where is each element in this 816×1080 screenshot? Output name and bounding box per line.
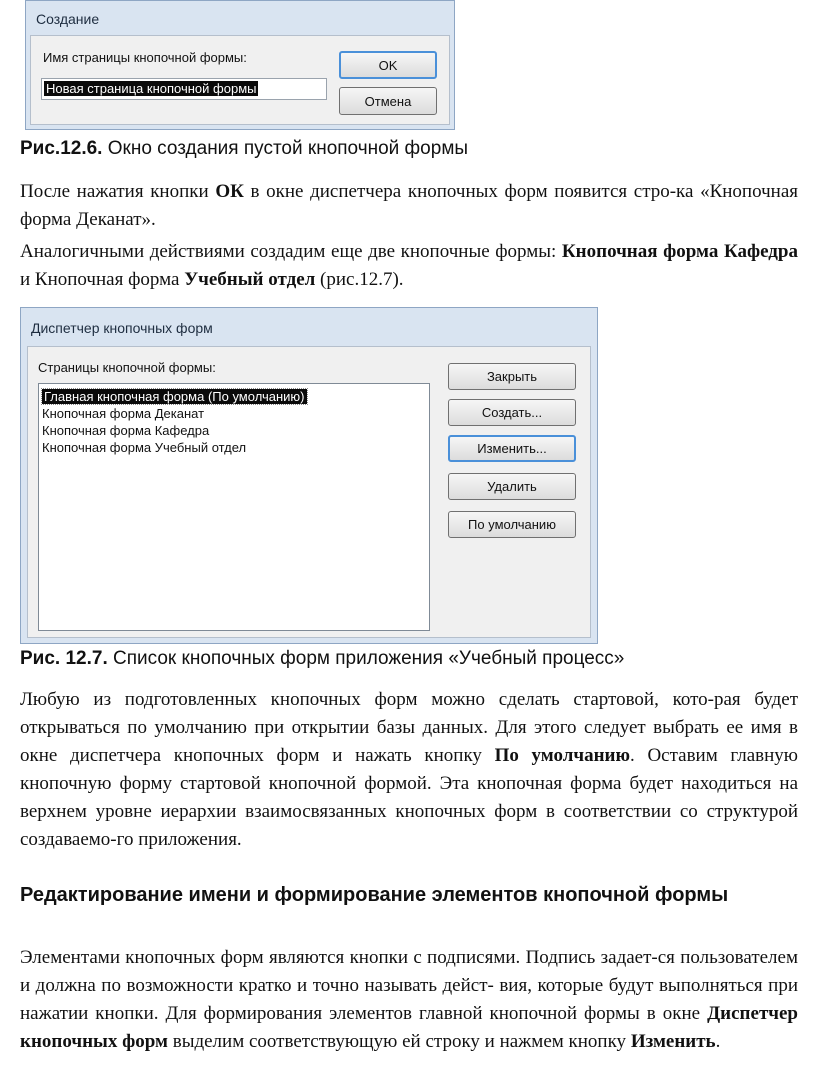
create-dialog [25, 0, 455, 130]
figure-caption-12-7 [20, 648, 624, 670]
switchboard-manager-body [27, 346, 591, 638]
text: Аналогичными действиями создадим еще две кнопочные формы: [20, 241, 562, 262]
list-item-label: Кнопочная форма Деканат [42, 406, 205, 421]
switchboard-manager-title: Диспетчер кнопочных форм [31, 320, 213, 336]
list-item[interactable] [39, 439, 429, 456]
bold-text: Диспетчер кнопочных форм [20, 1003, 798, 1052]
text: . Оставим главную кнопочную форму стартовой кнопочной формой. Эта кнопочная форма будет находиться на верхнем уровне иерархии взаимосвязанных кнопочных форм в соответствии со структурой создаваемо-го приложения. [20, 745, 798, 850]
page-name-label: Имя страницы кнопочной формы: [43, 50, 247, 65]
list-item[interactable] [39, 388, 429, 405]
page-name-input-value: Новая страница кнопочной формы [46, 81, 257, 96]
paragraph-4 [20, 944, 798, 1056]
bold-text: Учебный отдел [184, 269, 316, 290]
caption-number: Рис.12.6. [20, 138, 103, 159]
ok-button[interactable]: OK [339, 51, 437, 79]
switchboard-manager-dialog [20, 307, 598, 644]
delete-button[interactable]: Удалить [448, 473, 576, 500]
set-default-button[interactable]: По умолчанию [448, 511, 576, 538]
list-item-label: Кнопочная форма Кафедра [42, 423, 210, 438]
paragraph-1 [20, 178, 798, 234]
list-item[interactable] [39, 422, 429, 439]
bold-text: Изменить [630, 1031, 716, 1052]
close-button[interactable]: Закрыть [448, 363, 576, 390]
paragraph-3 [20, 686, 798, 854]
create-button[interactable]: Создать... [448, 399, 576, 426]
text: Элементами кнопочных форм являются кнопки с подписями. Подпись задает-ся пользователем и должна по возможности кратко и точно называть дейст- вия, которые будут выполняться при нажатии кнопки. Для формирования элементов главной кнопочной формы в окне [20, 947, 798, 1024]
text: После нажатия кнопки [20, 181, 216, 202]
text: выделим соответствующую ей строку и нажмем кнопку [167, 1031, 631, 1052]
text: (рис.12.7). [315, 269, 404, 290]
caption-text: Окно создания пустой кнопочной формы [102, 138, 469, 159]
bold-text: ОК [215, 181, 244, 202]
bold-text: По умолчанию [494, 745, 631, 766]
pages-label: Страницы кнопочной формы: [38, 360, 216, 375]
list-item-label: Главная кнопочная форма (По умолчанию) [44, 389, 305, 404]
text: в окне диспетчера кнопочных форм появится стро-ка «Кнопочная форма Деканат». [20, 181, 798, 230]
text: Любую из подготовленных кнопочных форм можно сделать стартовой, кото-рая будет открываться по умолчанию при открытии базы данных. Для этого следует выбрать ее имя в окне диспетчера кнопочных форм и нажать кнопку [20, 689, 798, 766]
paragraph-2 [20, 238, 798, 294]
edit-button[interactable]: Изменить... [448, 435, 576, 462]
text: и Кнопочная форма [20, 269, 185, 290]
cancel-button[interactable]: Отмена [339, 87, 437, 115]
text: . [715, 1031, 721, 1052]
list-item-label: Кнопочная форма Учебный отдел [42, 440, 247, 455]
pages-listbox[interactable] [38, 383, 430, 631]
create-dialog-title: Создание [36, 11, 100, 27]
section-heading: Редактирование имени и формирование элементов кнопочной формы [20, 884, 729, 906]
caption-text: Список кнопочных форм приложения «Учебный процесс» [107, 648, 625, 669]
bold-text: Кнопочная форма Кафедра [561, 241, 798, 262]
caption-number: Рис. 12.7. [20, 648, 108, 669]
page-name-input[interactable] [41, 78, 327, 100]
figure-caption-12-6 [20, 138, 468, 160]
create-dialog-body [30, 35, 450, 125]
list-item[interactable] [39, 405, 429, 422]
